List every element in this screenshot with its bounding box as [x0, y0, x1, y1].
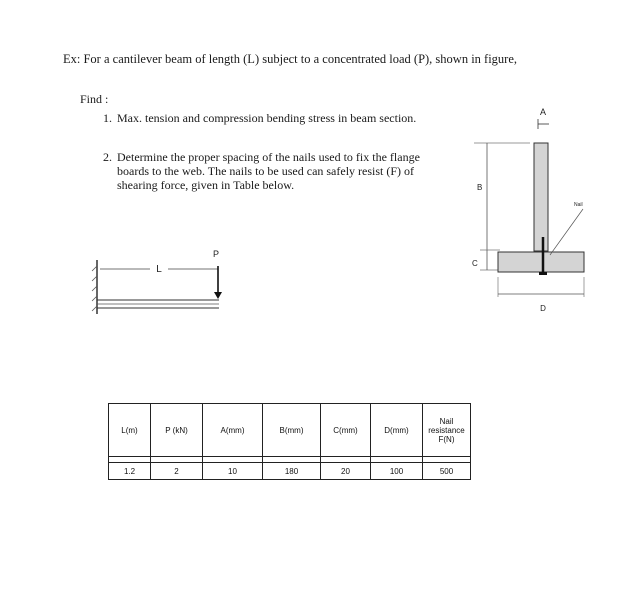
table-header-cell: L(m): [109, 404, 151, 457]
length-label: L: [156, 264, 162, 275]
fixed-support: [92, 260, 97, 314]
question-text: Max. tension and compression bending stress in beam section.: [117, 111, 417, 125]
nail-label: Nail: [574, 202, 583, 208]
t-section: [498, 143, 584, 275]
data-table: [108, 403, 471, 480]
question-item-2: [103, 150, 443, 192]
table-header-cell: C(mm): [321, 404, 371, 457]
table-cell: 180: [263, 463, 321, 480]
question-number: 2.: [103, 150, 112, 164]
question-text: Determine the proper spacing of the nails used to fix the flange boards to the web. The nails to be used can safely resist (F) of shearing force, given in Table below.: [117, 150, 420, 192]
table-cell: 2: [151, 463, 203, 480]
load-arrow: [213, 249, 222, 299]
table-header-cell: B(mm): [263, 404, 321, 457]
question-number: 1.: [103, 111, 112, 125]
label-c: C: [472, 259, 478, 268]
dimension-c: [472, 250, 500, 270]
section-a-marker: [538, 107, 549, 129]
table-row: [109, 463, 471, 480]
table-cell: 20: [321, 463, 371, 480]
beam-cross-section-figure: [470, 105, 620, 315]
label-a: A: [539, 107, 547, 117]
table-cell: 10: [203, 463, 263, 480]
problem-intro: Ex: For a cantilever beam of length (L) subject to a concentrated load (P), shown in figure,: [63, 52, 518, 66]
table-header-cell: A(mm): [203, 404, 263, 457]
length-dimension: [100, 264, 218, 275]
table-header-cell: Nail resistance F(N): [423, 404, 471, 457]
question-item-1: [103, 111, 443, 125]
beam: [97, 300, 219, 308]
web: [534, 143, 548, 251]
table-header-cell: D(mm): [371, 404, 423, 457]
cantilever-beam-figure: [88, 248, 228, 318]
label-d: D: [540, 304, 546, 313]
table-header-row: [109, 404, 471, 457]
flange: [498, 252, 584, 272]
dimension-b: [474, 143, 530, 250]
label-b: B: [477, 183, 483, 192]
table-cell: 500: [423, 463, 471, 480]
table-cell: 100: [371, 463, 423, 480]
table-header-cell: P (kN): [151, 404, 203, 457]
dimension-d: [498, 277, 584, 313]
find-label: Find :: [80, 92, 109, 106]
table-cell: 1.2: [109, 463, 151, 480]
load-label: P: [213, 249, 220, 259]
nail-callout: [550, 202, 583, 255]
